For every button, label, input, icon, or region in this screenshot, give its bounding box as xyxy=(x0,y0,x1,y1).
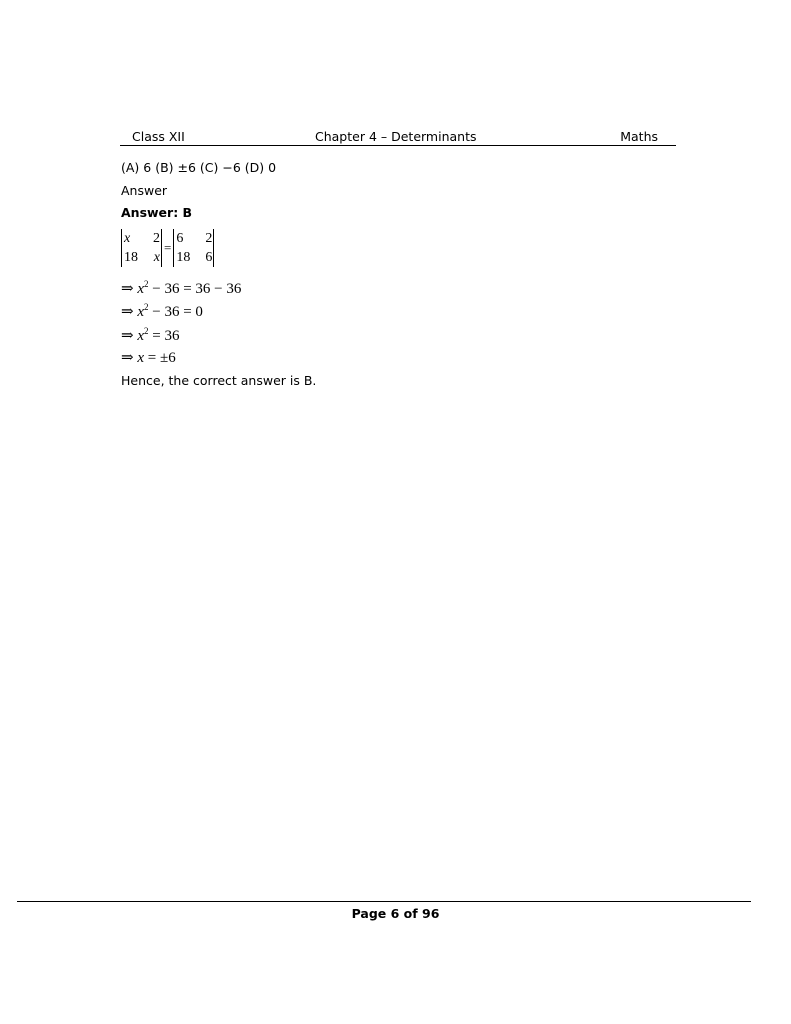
equals-sign: = xyxy=(164,240,172,255)
implies-arrow: ⇒ xyxy=(121,350,134,366)
header-class: Class XII xyxy=(132,129,185,144)
answer-heading: Answer: B xyxy=(121,205,193,220)
det-right-d: 6 xyxy=(205,250,213,265)
step-2: ⇒ $x^2 - 36 = 0$ xyxy=(121,302,203,320)
step-3: ⇒ $x^2 = 36$ xyxy=(121,326,180,344)
det-left-b: 2 xyxy=(153,231,160,246)
step-1: ⇒ $x^2 - 36 = 36 - 36$ xyxy=(121,279,242,297)
det-left-d: x xyxy=(153,250,160,265)
answer-options: (A) 6 (B) ±6 (C) −6 (D) 0 xyxy=(121,160,277,175)
conclusion-text: Hence, the correct answer is B. xyxy=(121,373,317,388)
header-chapter: Chapter 4 – Determinants xyxy=(315,129,477,144)
implies-arrow: ⇒ xyxy=(121,304,134,320)
det-right-c: 18 xyxy=(176,250,191,265)
determinant-left xyxy=(121,229,162,267)
det-right-a: 6 xyxy=(176,231,184,246)
page-number: Page 6 of 96 xyxy=(351,906,440,921)
determinant-equation xyxy=(121,228,214,268)
determinant-right xyxy=(173,229,214,267)
implies-arrow: ⇒ xyxy=(121,281,134,297)
step-4: ⇒ x = ±6 xyxy=(121,350,176,366)
footer-divider xyxy=(17,901,751,902)
det-left-a: x xyxy=(124,231,131,246)
det-left-c: 18 xyxy=(124,250,138,265)
implies-arrow: ⇒ xyxy=(121,328,134,344)
answer-label: Answer xyxy=(121,183,168,198)
det-right-b: 2 xyxy=(205,231,213,246)
header-subject: Maths xyxy=(620,129,658,144)
page-header xyxy=(120,129,676,146)
